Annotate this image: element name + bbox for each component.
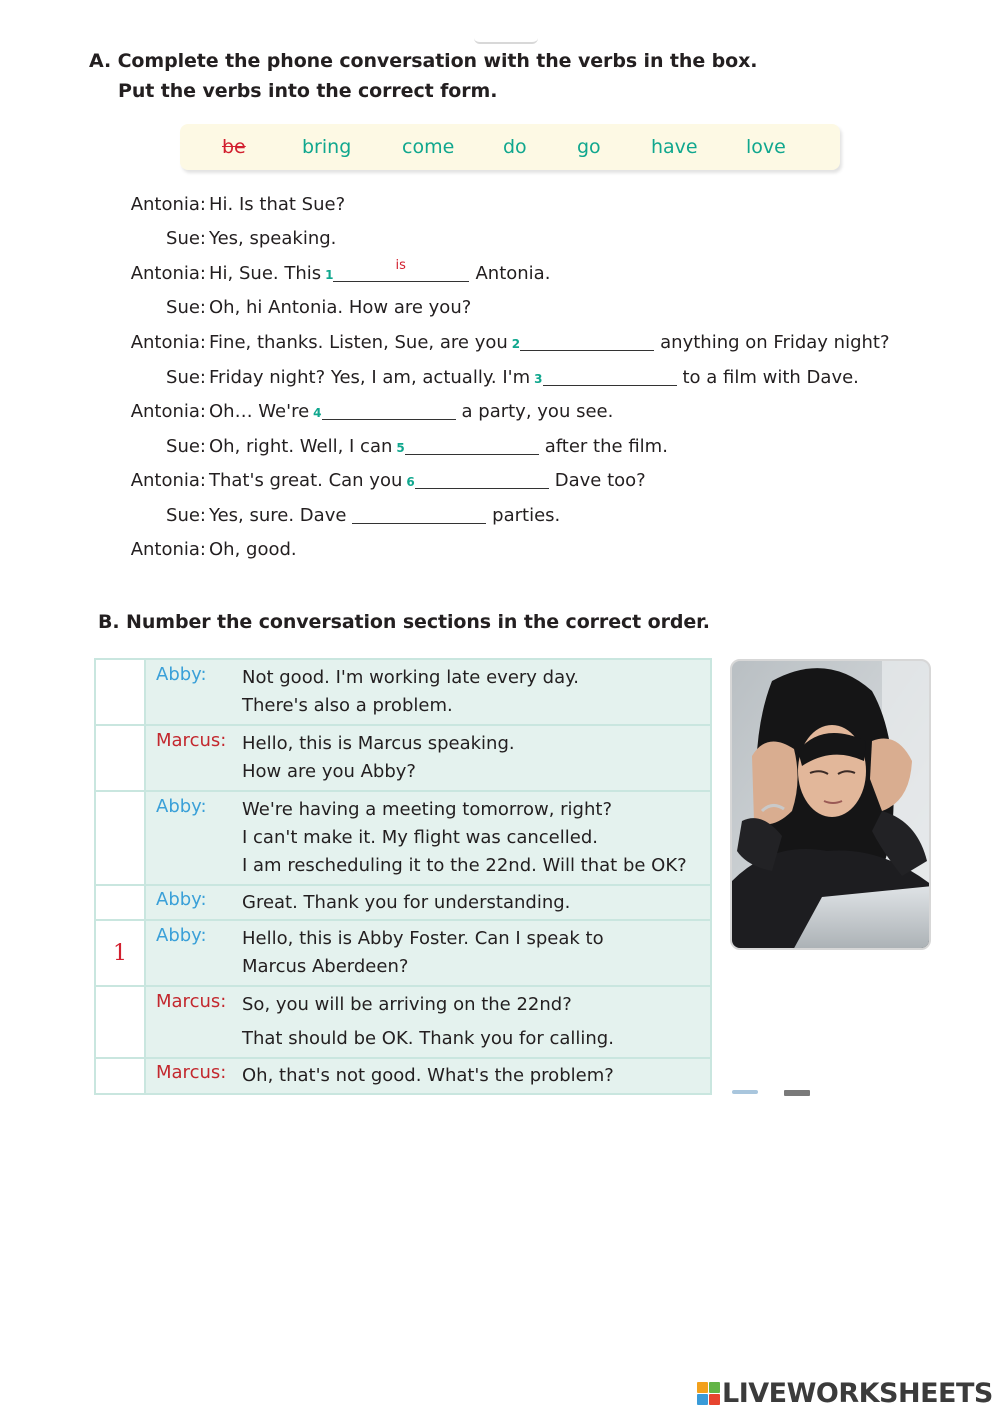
order-number-box[interactable] [95, 725, 145, 791]
verb-come: come [402, 136, 455, 158]
verb-box [180, 124, 840, 170]
utterance-text: Hi, Sue. This [209, 263, 322, 284]
dialogue-line [0, 464, 1000, 498]
utterance-text: Oh, right. Well, I can [209, 436, 393, 457]
utterance-text: Yes, speaking. [209, 228, 337, 249]
speaker-label: Antonia: [130, 263, 206, 284]
utterance-text: to a film with Dave. [682, 367, 859, 388]
speaker-label: Sue: [166, 505, 206, 526]
utterance-text: Oh, good. [209, 539, 297, 560]
section-text [145, 791, 711, 885]
speaker-label: Sue: [166, 436, 206, 457]
section-b-title: B. Number the conversation sections in the correct order. [98, 611, 710, 633]
globe-icon [732, 1090, 758, 1094]
section-line: So, you will be arriving on the 22nd? [242, 994, 572, 1015]
utterance [209, 257, 550, 292]
section-line: How are you Abby? [242, 761, 416, 782]
dialogue-line [0, 533, 1000, 567]
table-row [95, 791, 711, 885]
speaker-abby: Abby: [156, 796, 207, 817]
verb-go: go [577, 136, 601, 158]
order-number-box[interactable] [95, 986, 145, 1058]
dialogue-line [0, 291, 1000, 325]
stressed-woman-photo [730, 659, 931, 950]
top-tab-decoration [474, 36, 538, 44]
verb-be: be [222, 136, 246, 158]
utterance [209, 291, 471, 325]
utterance [209, 430, 668, 465]
section-line: Hello, this is Marcus speaking. [242, 733, 515, 754]
order-number-box[interactable] [95, 1058, 145, 1094]
gap-number: 5 [396, 441, 405, 455]
conversation-table [94, 658, 712, 1095]
utterance-text: Fine, thanks. Listen, Sue, are you [209, 332, 508, 353]
answer-blank-5[interactable] [405, 435, 539, 455]
dialogue-line [0, 257, 1000, 291]
section-b-heading [98, 607, 710, 637]
speaker-label: Sue: [166, 297, 206, 318]
table-row [95, 986, 711, 1058]
utterance-text: That's great. Can you [209, 470, 403, 491]
section-text [145, 725, 711, 791]
order-number-box[interactable] [95, 791, 145, 885]
toolbar-icons [732, 1083, 816, 1102]
table-row [95, 725, 711, 791]
section-line: I can't make it. My flight was cancelled. [242, 827, 598, 848]
utterance-text: Oh, hi Antonia. How are you? [209, 297, 472, 318]
utterance-text: Friday night? Yes, I am, actually. I'm [209, 367, 531, 388]
answer-blank-2[interactable] [520, 331, 654, 351]
utterance [209, 499, 560, 533]
speaker-marcus: Marcus: [156, 1062, 227, 1083]
speaker-label: Antonia: [130, 194, 206, 215]
utterance [209, 361, 859, 396]
verb-love: love [746, 136, 786, 158]
liveworksheets-logo-icon [697, 1382, 721, 1406]
speaker-abby: Abby: [156, 925, 207, 946]
section-text [145, 885, 711, 920]
dialogue-line [0, 326, 1000, 360]
speaker-label: Sue: [166, 228, 206, 249]
utterance-text: Oh… We're [209, 401, 310, 422]
section-text [145, 1058, 711, 1094]
section-line: I am rescheduling it to the 22nd. Will that be OK? [242, 855, 687, 876]
speaker-abby: Abby: [156, 889, 207, 910]
table-row [95, 659, 711, 725]
table-row [95, 885, 711, 920]
stressed-woman-illustration [732, 661, 931, 950]
order-number-box[interactable] [95, 885, 145, 920]
section-a-instruction-1: A. Complete the phone conversation with the verbs in the box. [89, 50, 758, 72]
section-line: There's also a problem. [242, 695, 453, 716]
toolbar-icon-strip [732, 1090, 816, 1098]
filled-answer: is [395, 258, 406, 273]
utterance-text: parties. [492, 505, 561, 526]
dialogue-line [0, 395, 1000, 429]
utterance [209, 464, 646, 499]
dialogue-line [0, 361, 1000, 395]
dialogue-line [0, 499, 1000, 533]
section-line: Great. Thank you for understanding. [242, 892, 571, 913]
order-number-box[interactable] [95, 659, 145, 725]
utterance-text: anything on Friday night? [660, 332, 890, 353]
section-text [145, 920, 711, 986]
page-icon [784, 1090, 810, 1096]
gap-number: 4 [313, 406, 322, 420]
utterance [209, 326, 890, 361]
brand-name: LIVEWORKSHEETS [722, 1378, 993, 1409]
speaker-abby: Abby: [156, 664, 207, 685]
speaker-label: Antonia: [130, 470, 206, 491]
utterance-text: after the film. [544, 436, 668, 457]
verb-have: have [651, 136, 698, 158]
section-line: Marcus Aberdeen? [242, 956, 409, 977]
utterance-text: a party, you see. [461, 401, 614, 422]
gap-number: 3 [534, 372, 543, 386]
section-line: We're having a meeting tomorrow, right? [242, 799, 612, 820]
table-row [95, 920, 711, 986]
gap-number: 1 [325, 268, 334, 282]
utterance-text: Hi. Is that Sue? [209, 194, 346, 215]
section-line: Hello, this is Abby Foster. Can I speak to [242, 928, 604, 949]
speaker-label: Antonia: [130, 332, 206, 353]
utterance [209, 533, 297, 567]
section-line: Oh, that's not good. What's the problem? [242, 1065, 614, 1086]
section-a-instruction-2: Put the verbs into the correct form. [118, 80, 498, 102]
order-number-box[interactable]: 1 [95, 920, 145, 986]
gap-number: 6 [406, 475, 415, 489]
section-line: That should be OK. Thank you for calling. [242, 1028, 614, 1049]
table-row [95, 1058, 711, 1094]
utterance-text: Antonia. [475, 263, 551, 284]
speaker-marcus: Marcus: [156, 991, 227, 1012]
verb-bring: bring [302, 136, 352, 158]
answer-blank-6[interactable] [415, 469, 549, 489]
gap-number: 2 [511, 337, 521, 351]
dialogue-line [0, 188, 1000, 222]
utterance-text: Dave too? [554, 470, 646, 491]
utterance [209, 395, 613, 430]
answer-blank-4[interactable] [322, 400, 456, 420]
utterance [209, 222, 336, 256]
speaker-marcus: Marcus: [156, 730, 227, 751]
answer-blank-3[interactable] [543, 366, 677, 386]
answer-blank-7[interactable] [352, 504, 486, 524]
speaker-label: Sue: [166, 367, 206, 388]
section-a-heading [89, 46, 757, 106]
section-line: Not good. I'm working late every day. [242, 667, 579, 688]
utterance [209, 188, 345, 222]
speaker-label: Antonia: [130, 401, 206, 422]
section-text [145, 986, 711, 1058]
answer-blank-1[interactable] [333, 258, 469, 282]
verb-do: do [503, 136, 527, 158]
dialogue-line [0, 222, 1000, 256]
utterance-text: Yes, sure. Dave [209, 505, 347, 526]
speaker-label: Antonia: [130, 539, 206, 560]
dialogue-line [0, 430, 1000, 464]
section-text [145, 659, 711, 725]
